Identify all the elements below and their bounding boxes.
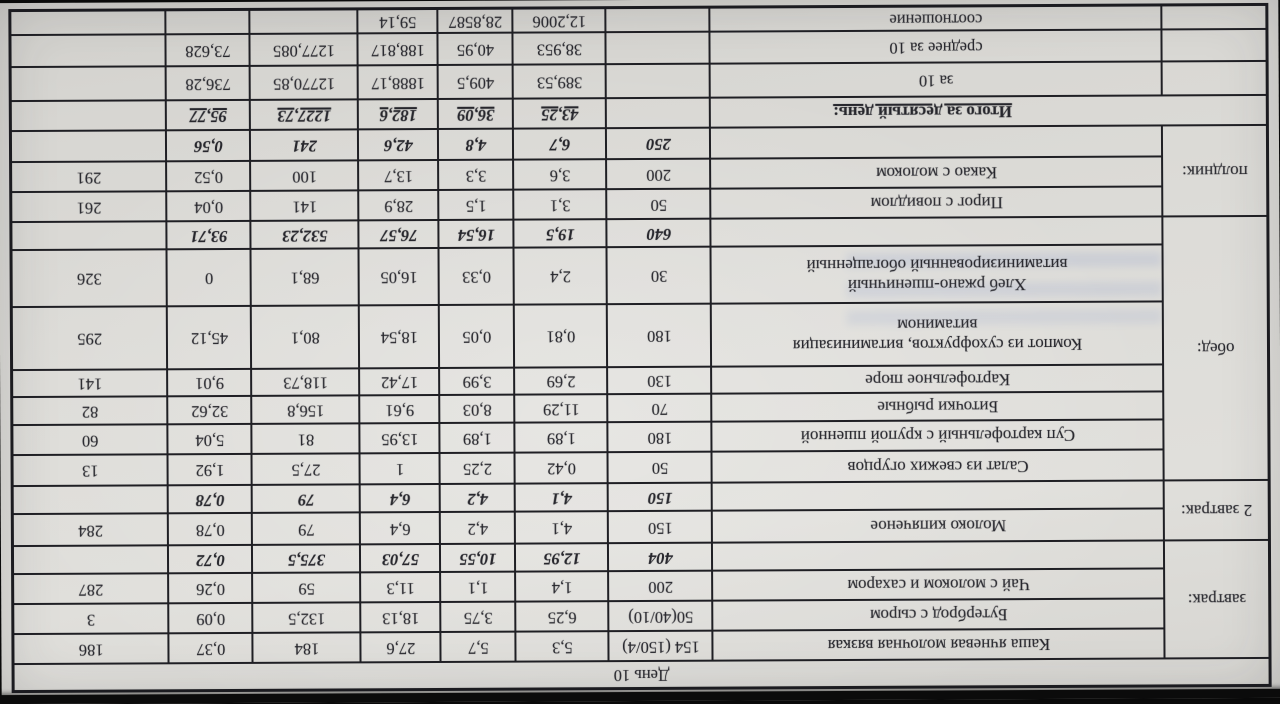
value-cell: 1277,085 <box>250 34 358 67</box>
portion-cell: 30 <box>607 247 711 305</box>
value-cell: 5,7 <box>441 632 516 662</box>
value-cell: 32,62 <box>168 396 252 424</box>
table-row-salat <box>12 449 1269 486</box>
meal-cell-second-breakfast: 2 завтрак: <box>1164 480 1269 541</box>
value-cell: 3,3 <box>439 160 514 190</box>
value-cell: 0,04 <box>167 191 251 221</box>
dish-cell-empty <box>712 481 1164 511</box>
value-cell: 4,2 <box>440 512 515 544</box>
value-cell: 100 <box>251 161 359 192</box>
total-label-cell: Итого за десятый день: <box>710 95 1267 128</box>
extra-cell: 13 <box>12 455 168 487</box>
value-cell: 0,78 <box>168 513 252 545</box>
value-cell: 36,09 <box>438 99 513 129</box>
table-row-moloko <box>12 508 1269 546</box>
value-cell: 4,1 <box>515 484 608 512</box>
value-cell: 6,4 <box>360 484 440 512</box>
value-cell: 2,4 <box>514 248 607 305</box>
value-cell: 0,26 <box>169 573 253 603</box>
extra-cell: 291 <box>10 162 166 193</box>
value-cell: 16,05 <box>359 248 439 305</box>
portion-cell: 150 <box>608 483 712 512</box>
extra-cell-empty <box>12 546 168 575</box>
extra-cell: 60 <box>12 425 168 456</box>
value-cell: 79 <box>252 485 360 514</box>
value-cell: 184 <box>253 633 361 664</box>
value-cell: 80,1 <box>251 306 359 370</box>
value-cell: 2,69 <box>515 368 608 395</box>
value-cell: 0,78 <box>168 485 252 513</box>
portion-cell: 200 <box>607 159 711 190</box>
value-cell: 12,95 <box>515 544 608 572</box>
extra-cell-empty <box>10 67 166 102</box>
subtotal-row-snack <box>10 125 1267 162</box>
value-cell: 8,03 <box>440 395 515 423</box>
dish-cell: Салат из свежих огурцов <box>712 450 1164 483</box>
value-cell: 3,75 <box>441 602 516 632</box>
value-cell: 5,04 <box>168 424 252 454</box>
value-cell: 68,1 <box>251 249 359 307</box>
value-cell: 57,03 <box>360 544 440 572</box>
portion-cell: 70 <box>608 394 712 423</box>
value-cell: 1 <box>360 453 440 484</box>
extra-cell: 295 <box>11 307 167 371</box>
value-cell: 28,9 <box>359 190 439 220</box>
dish-cell: Хлеб ржано-пшеничный витаминизированный обогащенный <box>711 245 1163 304</box>
value-cell: 17,42 <box>360 368 440 395</box>
value-cell: 45,12 <box>167 306 251 369</box>
value-cell: 1,89 <box>440 423 515 453</box>
value-cell: 1888,17 <box>358 65 438 99</box>
value-cell: 182,6 <box>358 99 438 129</box>
meal-cell-lunch: обед: <box>1163 216 1269 481</box>
dish-cell: Чай с молоком и сахаром <box>713 569 1165 601</box>
table-row-kompot <box>11 301 1268 370</box>
value-cell: 0,37 <box>169 633 253 663</box>
value-cell: 42,6 <box>358 129 438 160</box>
value-cell: 389,53 <box>513 65 606 99</box>
value-cell: 2,25 <box>440 453 515 484</box>
meal-cell-snack: полдник: <box>1162 125 1267 217</box>
meal-cell-empty <box>1162 29 1267 62</box>
value-cell: 3,99 <box>440 368 515 395</box>
value-cell: 409,5 <box>438 65 513 99</box>
portion-cell: 130 <box>608 367 712 395</box>
value-cell: 18,13 <box>361 602 441 632</box>
portion-cell: 180 <box>607 304 711 368</box>
value-cell: 1,4 <box>516 572 609 602</box>
dish-cell: Биточки рыбные <box>712 392 1164 422</box>
value-cell: 10,55 <box>440 544 515 572</box>
portion-cell: 50 <box>607 189 711 220</box>
value-cell: 12770,85 <box>250 66 358 101</box>
portion-cell: 154 (150/4) <box>609 631 713 662</box>
extra-cell-empty <box>10 35 166 68</box>
portion-cell: 640 <box>607 219 711 248</box>
value-cell: 6,7 <box>513 129 606 160</box>
value-cell: 0 <box>167 249 251 306</box>
extra-cell-empty <box>12 486 168 515</box>
table-row-kakao <box>10 156 1267 192</box>
table-row-chay <box>13 568 1270 604</box>
dish-cell: Суп картофельный с крупой пшенной <box>712 420 1164 452</box>
value-cell: 0,09 <box>169 603 253 633</box>
extra-cell: 141 <box>12 370 168 398</box>
value-cell: 532,23 <box>251 221 359 250</box>
sum-label-cell: среднее за 10 <box>710 30 1162 64</box>
value-cell: 12,2006 <box>513 8 606 33</box>
value-cell: 38,953 <box>513 33 606 65</box>
meal-cell-empty <box>1162 61 1267 96</box>
value-cell: 18,54 <box>359 305 439 368</box>
dish-cell-empty <box>711 217 1163 247</box>
value-cell: 1227,73 <box>250 100 358 131</box>
value-cell: 0,42 <box>515 453 608 484</box>
value-cell: 59 <box>253 573 361 604</box>
value-cell: 156,8 <box>252 396 360 425</box>
value-cell: 28,8587 <box>438 8 513 33</box>
meal-cell-breakfast: завтрак: <box>1164 540 1270 659</box>
value-cell: 4,2 <box>440 484 515 512</box>
value-cell: 3,6 <box>514 160 607 190</box>
portion-cell: 50(40/10) <box>609 601 713 632</box>
table-row-hleb <box>11 244 1268 307</box>
portion-cell-empty <box>606 64 710 99</box>
dish-cell: Молоко кипяченое <box>712 509 1164 543</box>
extra-cell: 186 <box>13 634 169 665</box>
value-cell: 6,25 <box>516 602 609 632</box>
meal-cell-empty <box>1162 4 1267 30</box>
value-cell: 118,73 <box>252 369 360 397</box>
value-cell: 27,6 <box>361 632 441 662</box>
value-cell: 19,5 <box>514 220 607 248</box>
value-cell: 81 <box>252 424 360 455</box>
extra-cell: 261 <box>11 192 167 223</box>
menu-table <box>8 3 1271 693</box>
sum-label-cell: за 10 <box>710 62 1162 98</box>
portion-cell-empty <box>606 98 710 129</box>
dish-cell: Каша ячневая молочная вязкая <box>713 629 1165 661</box>
table-row-sup <box>12 419 1269 455</box>
extra-cell-empty <box>10 131 166 163</box>
value-cell: 95,77 <box>166 100 250 130</box>
value-cell: 1,92 <box>168 454 252 485</box>
value-cell: 27,5 <box>252 454 360 486</box>
value-cell: 141 <box>251 191 359 222</box>
portion-cell-empty <box>606 7 710 33</box>
value-cell: 13,95 <box>360 423 440 453</box>
value-cell: 132,5 <box>253 603 361 634</box>
total-row <box>10 95 1267 131</box>
sum-row-za10 <box>10 61 1267 101</box>
value-cell: 188,817 <box>358 33 438 65</box>
value-cell: 11,3 <box>361 572 441 602</box>
value-cell: 40,95 <box>438 33 513 65</box>
dish-cell: Компот из сухофруктов, витаминизация витамином <box>711 302 1163 367</box>
extra-cell: 3 <box>13 604 169 635</box>
dish-cell: Бутерброд с сыром <box>713 599 1165 631</box>
dish-cell: Картофельное пюре <box>712 365 1164 394</box>
extra-cell: 326 <box>11 250 167 308</box>
value-cell: 4,8 <box>438 129 513 160</box>
dish-cell: Какао с молоком <box>711 157 1163 189</box>
value-cell: 0,52 <box>167 161 251 191</box>
value-cell: 59,14 <box>358 8 438 33</box>
value-cell: 4,1 <box>515 512 608 544</box>
portion-cell: 180 <box>608 422 712 453</box>
dish-cell-empty <box>712 541 1164 571</box>
extra-cell-empty <box>10 101 166 132</box>
value-cell: 13,7 <box>359 160 439 190</box>
portion-cell: 200 <box>609 571 713 602</box>
extra-cell-empty <box>10 10 166 36</box>
value-cell: 79 <box>252 513 360 546</box>
value-cell: 0,72 <box>168 545 252 573</box>
value-cell: 5,3 <box>516 632 609 662</box>
value-cell: 0,05 <box>439 305 514 368</box>
table-row-kasha <box>13 628 1270 664</box>
sum-label-cell: соотношение <box>710 5 1162 32</box>
extra-cell: 82 <box>12 397 168 426</box>
value-cell-empty <box>250 9 358 35</box>
value-cell: 11,29 <box>515 395 608 423</box>
value-cell: 6,4 <box>360 512 440 544</box>
value-cell: 0,56 <box>166 130 250 161</box>
value-cell: 1,1 <box>441 572 516 602</box>
value-cell-empty <box>166 9 250 34</box>
value-cell: 736,28 <box>166 66 250 100</box>
table-row-buterbrod <box>13 598 1270 634</box>
portion-cell: 150 <box>608 511 712 544</box>
sum-row-avg <box>10 29 1267 67</box>
extra-cell: 284 <box>12 514 168 547</box>
value-cell: 1,5 <box>439 190 514 220</box>
portion-cell: 404 <box>608 543 712 572</box>
dish-cell-empty <box>710 126 1162 159</box>
value-cell: 76,57 <box>359 220 439 248</box>
value-cell: 43,25 <box>513 99 606 129</box>
value-cell: 375,5 <box>252 545 360 574</box>
portion-cell: 250 <box>606 128 710 160</box>
value-cell: 9,61 <box>360 395 440 423</box>
value-cell: 16,54 <box>439 220 514 248</box>
day-header-cell: День 10 <box>13 658 1270 691</box>
value-cell: 73,628 <box>166 34 250 66</box>
portion-cell: 50 <box>608 452 712 484</box>
table-row-pirog <box>11 186 1268 222</box>
dish-cell: Пирог с повидлом <box>711 187 1163 219</box>
value-cell: 241 <box>250 130 358 162</box>
value-cell: 0,33 <box>439 248 514 305</box>
value-cell: 93,71 <box>167 221 251 249</box>
value-cell: 9,01 <box>168 369 252 396</box>
extra-cell-empty <box>11 222 167 251</box>
value-cell: 1,89 <box>515 423 608 453</box>
value-cell: 0,81 <box>514 305 607 368</box>
portion-cell-empty <box>606 32 710 65</box>
value-cell: 3,1 <box>514 190 607 220</box>
extra-cell: 287 <box>13 574 169 605</box>
